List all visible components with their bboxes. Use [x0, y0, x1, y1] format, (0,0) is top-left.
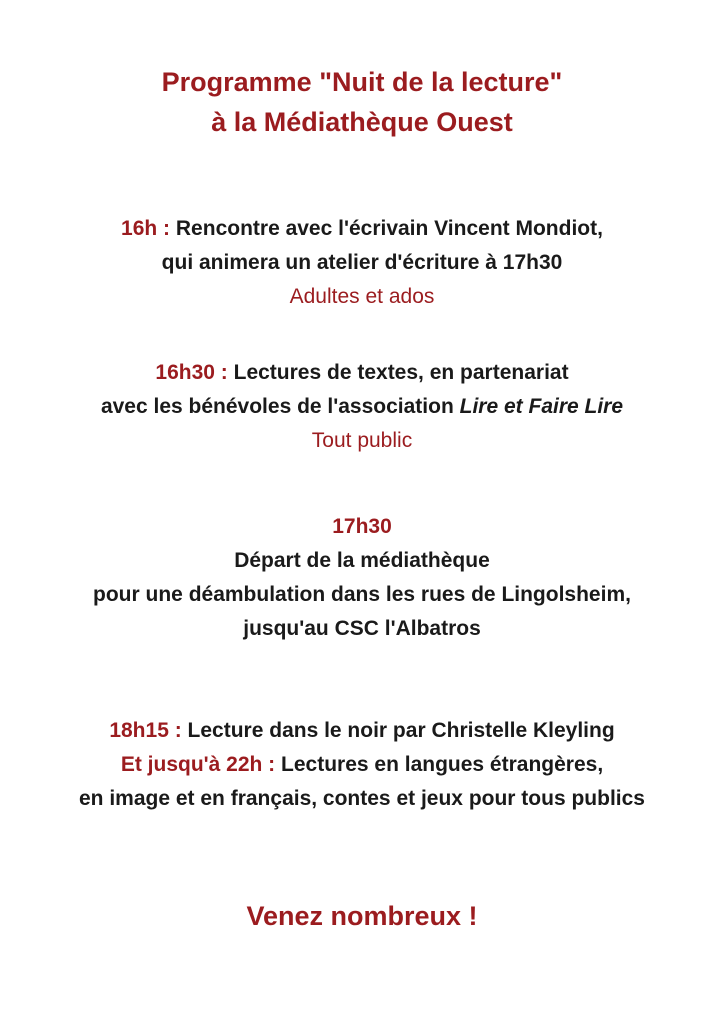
- event-description-end: jusqu'au CSC l'Albatros: [243, 617, 481, 640]
- event-audience: Adultes et ados: [289, 285, 435, 308]
- event-audience: Tout public: [311, 429, 413, 452]
- closing-message: Venez nombreux !: [246, 901, 478, 931]
- event-description: Rencontre avec l'écrivain Vincent Mondiot,: [175, 217, 603, 240]
- event-time: 16h :: [121, 217, 171, 240]
- event-16h: [0, 212, 724, 314]
- event-17h30: [0, 510, 724, 646]
- event-time: 17h30: [332, 515, 392, 538]
- event-16h30: [0, 356, 724, 458]
- event-description-cont: qui animera un atelier d'écriture à 17h30: [161, 251, 563, 274]
- event-time: 16h30 :: [155, 361, 228, 384]
- page-title: [0, 62, 724, 142]
- title-line-2: à la Médiathèque Ouest: [211, 107, 513, 137]
- event-description: Lectures de textes, en partenariat: [233, 361, 569, 384]
- event-time-2: Et jusqu'à 22h :: [120, 753, 276, 776]
- event-description-cont: pour une déambulation dans les rues de Lingolsheim,: [93, 583, 631, 606]
- event-description: Lecture dans le noir par Christelle Kleyling: [187, 719, 615, 742]
- event-18h15: [0, 714, 724, 816]
- event-description-cont: en image et en français, contes et jeux pour tous publics: [79, 787, 645, 810]
- event-description-2: Lectures en langues étrangères,: [281, 753, 604, 776]
- event-description: Départ de la médiathèque: [234, 549, 490, 572]
- event-description-cont: avec les bénévoles de l'association: [100, 395, 454, 418]
- title-line-1: Programme "Nuit de la lecture": [161, 67, 563, 97]
- event-time: 18h15 :: [109, 719, 182, 742]
- association-name: Lire et Faire Lire: [459, 395, 624, 418]
